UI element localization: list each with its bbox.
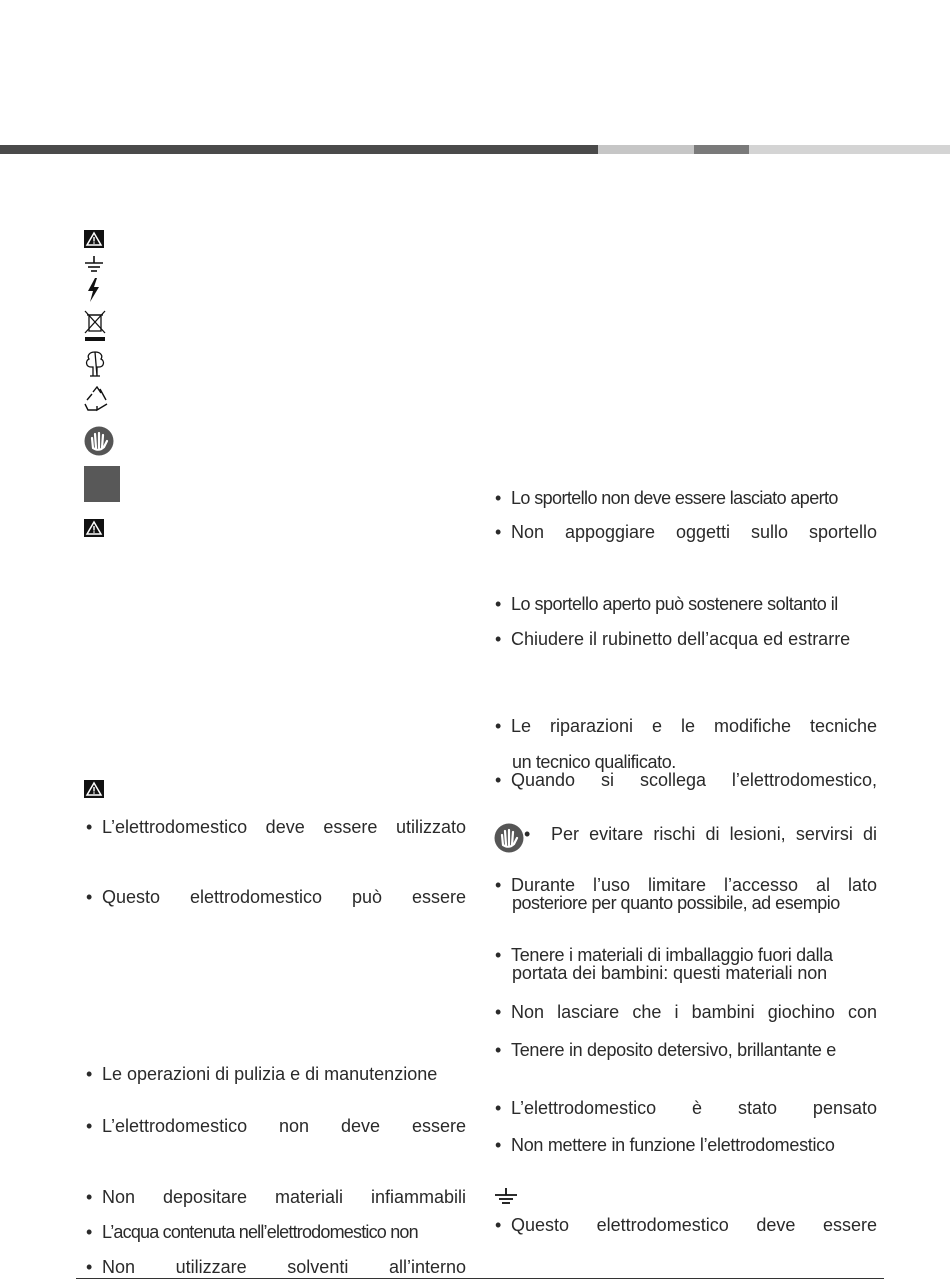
list-item: • Tenere i materiali di imballaggio fuori dalla bbox=[495, 945, 833, 965]
gloves-icon bbox=[84, 426, 114, 456]
header-bar-light bbox=[598, 145, 694, 154]
list-item: • Questo elettrodomestico può essere bbox=[86, 887, 466, 907]
lightning-icon bbox=[84, 278, 104, 302]
list-item: • Non utilizzare solventi all’interno bbox=[86, 1257, 466, 1277]
header-bar-light-end bbox=[749, 145, 950, 154]
list-item: • Non mettere in funzione l’elettrodomestico bbox=[495, 1135, 835, 1155]
gray-square bbox=[84, 466, 120, 502]
header-bar-mid bbox=[694, 145, 749, 154]
list-item: • Chiudere il rubinetto dell’acqua ed estrarre bbox=[495, 629, 851, 649]
recycle-icon bbox=[84, 386, 110, 412]
list-item: • Per evitare rischi di lesioni, servirsi di bbox=[524, 824, 877, 844]
warning-icon bbox=[84, 230, 104, 248]
continuation-line: posteriore per quanto possibile, ad esempio bbox=[512, 893, 840, 913]
list-item: • Tenere in deposito detersivo, brillantante e bbox=[495, 1040, 837, 1060]
list-item: • Durante l’uso limitare l’accesso al lato bbox=[495, 875, 877, 895]
list-item: • L’acqua contenuta nell’elettrodomestico non bbox=[86, 1222, 418, 1242]
ground-icon bbox=[84, 256, 104, 274]
header-bar-dark bbox=[0, 145, 598, 154]
list-item: • Lo sportello non deve essere lasciato aperto bbox=[495, 488, 838, 508]
list-item: • Non appoggiare oggetti sullo sportello bbox=[495, 522, 877, 542]
continuation-line: un tecnico qualificato. bbox=[512, 752, 676, 772]
list-item: • L’elettrodomestico non deve essere bbox=[86, 1116, 466, 1136]
ground-icon bbox=[494, 1188, 518, 1206]
list-item: • Non lasciare che i bambini giochino con bbox=[495, 1002, 877, 1022]
tree-icon bbox=[84, 350, 106, 378]
warning-icon bbox=[84, 519, 104, 537]
warning-icon bbox=[84, 780, 104, 798]
list-item: • Lo sportello aperto può sostenere soltanto il bbox=[495, 594, 838, 614]
gloves-icon bbox=[494, 823, 524, 853]
crossed-bin-icon bbox=[84, 310, 106, 342]
list-item: • Questo elettrodomestico deve essere bbox=[495, 1215, 877, 1235]
list-item: • Non depositare materiali infiammabili bbox=[86, 1187, 466, 1207]
footer-rule bbox=[76, 1278, 884, 1279]
list-item: • Quando si scollega l’elettrodomestico, bbox=[495, 770, 877, 790]
list-item: • Le riparazioni e le modifiche tecniche bbox=[495, 716, 877, 736]
continuation-line: portata dei bambini: questi materiali non bbox=[512, 963, 828, 983]
list-item: • Le operazioni di pulizia e di manutenzione bbox=[86, 1064, 438, 1084]
list-item: • L’elettrodomestico è stato pensato bbox=[495, 1098, 877, 1118]
list-item: • L’elettrodomestico deve essere utilizzato bbox=[86, 817, 466, 837]
